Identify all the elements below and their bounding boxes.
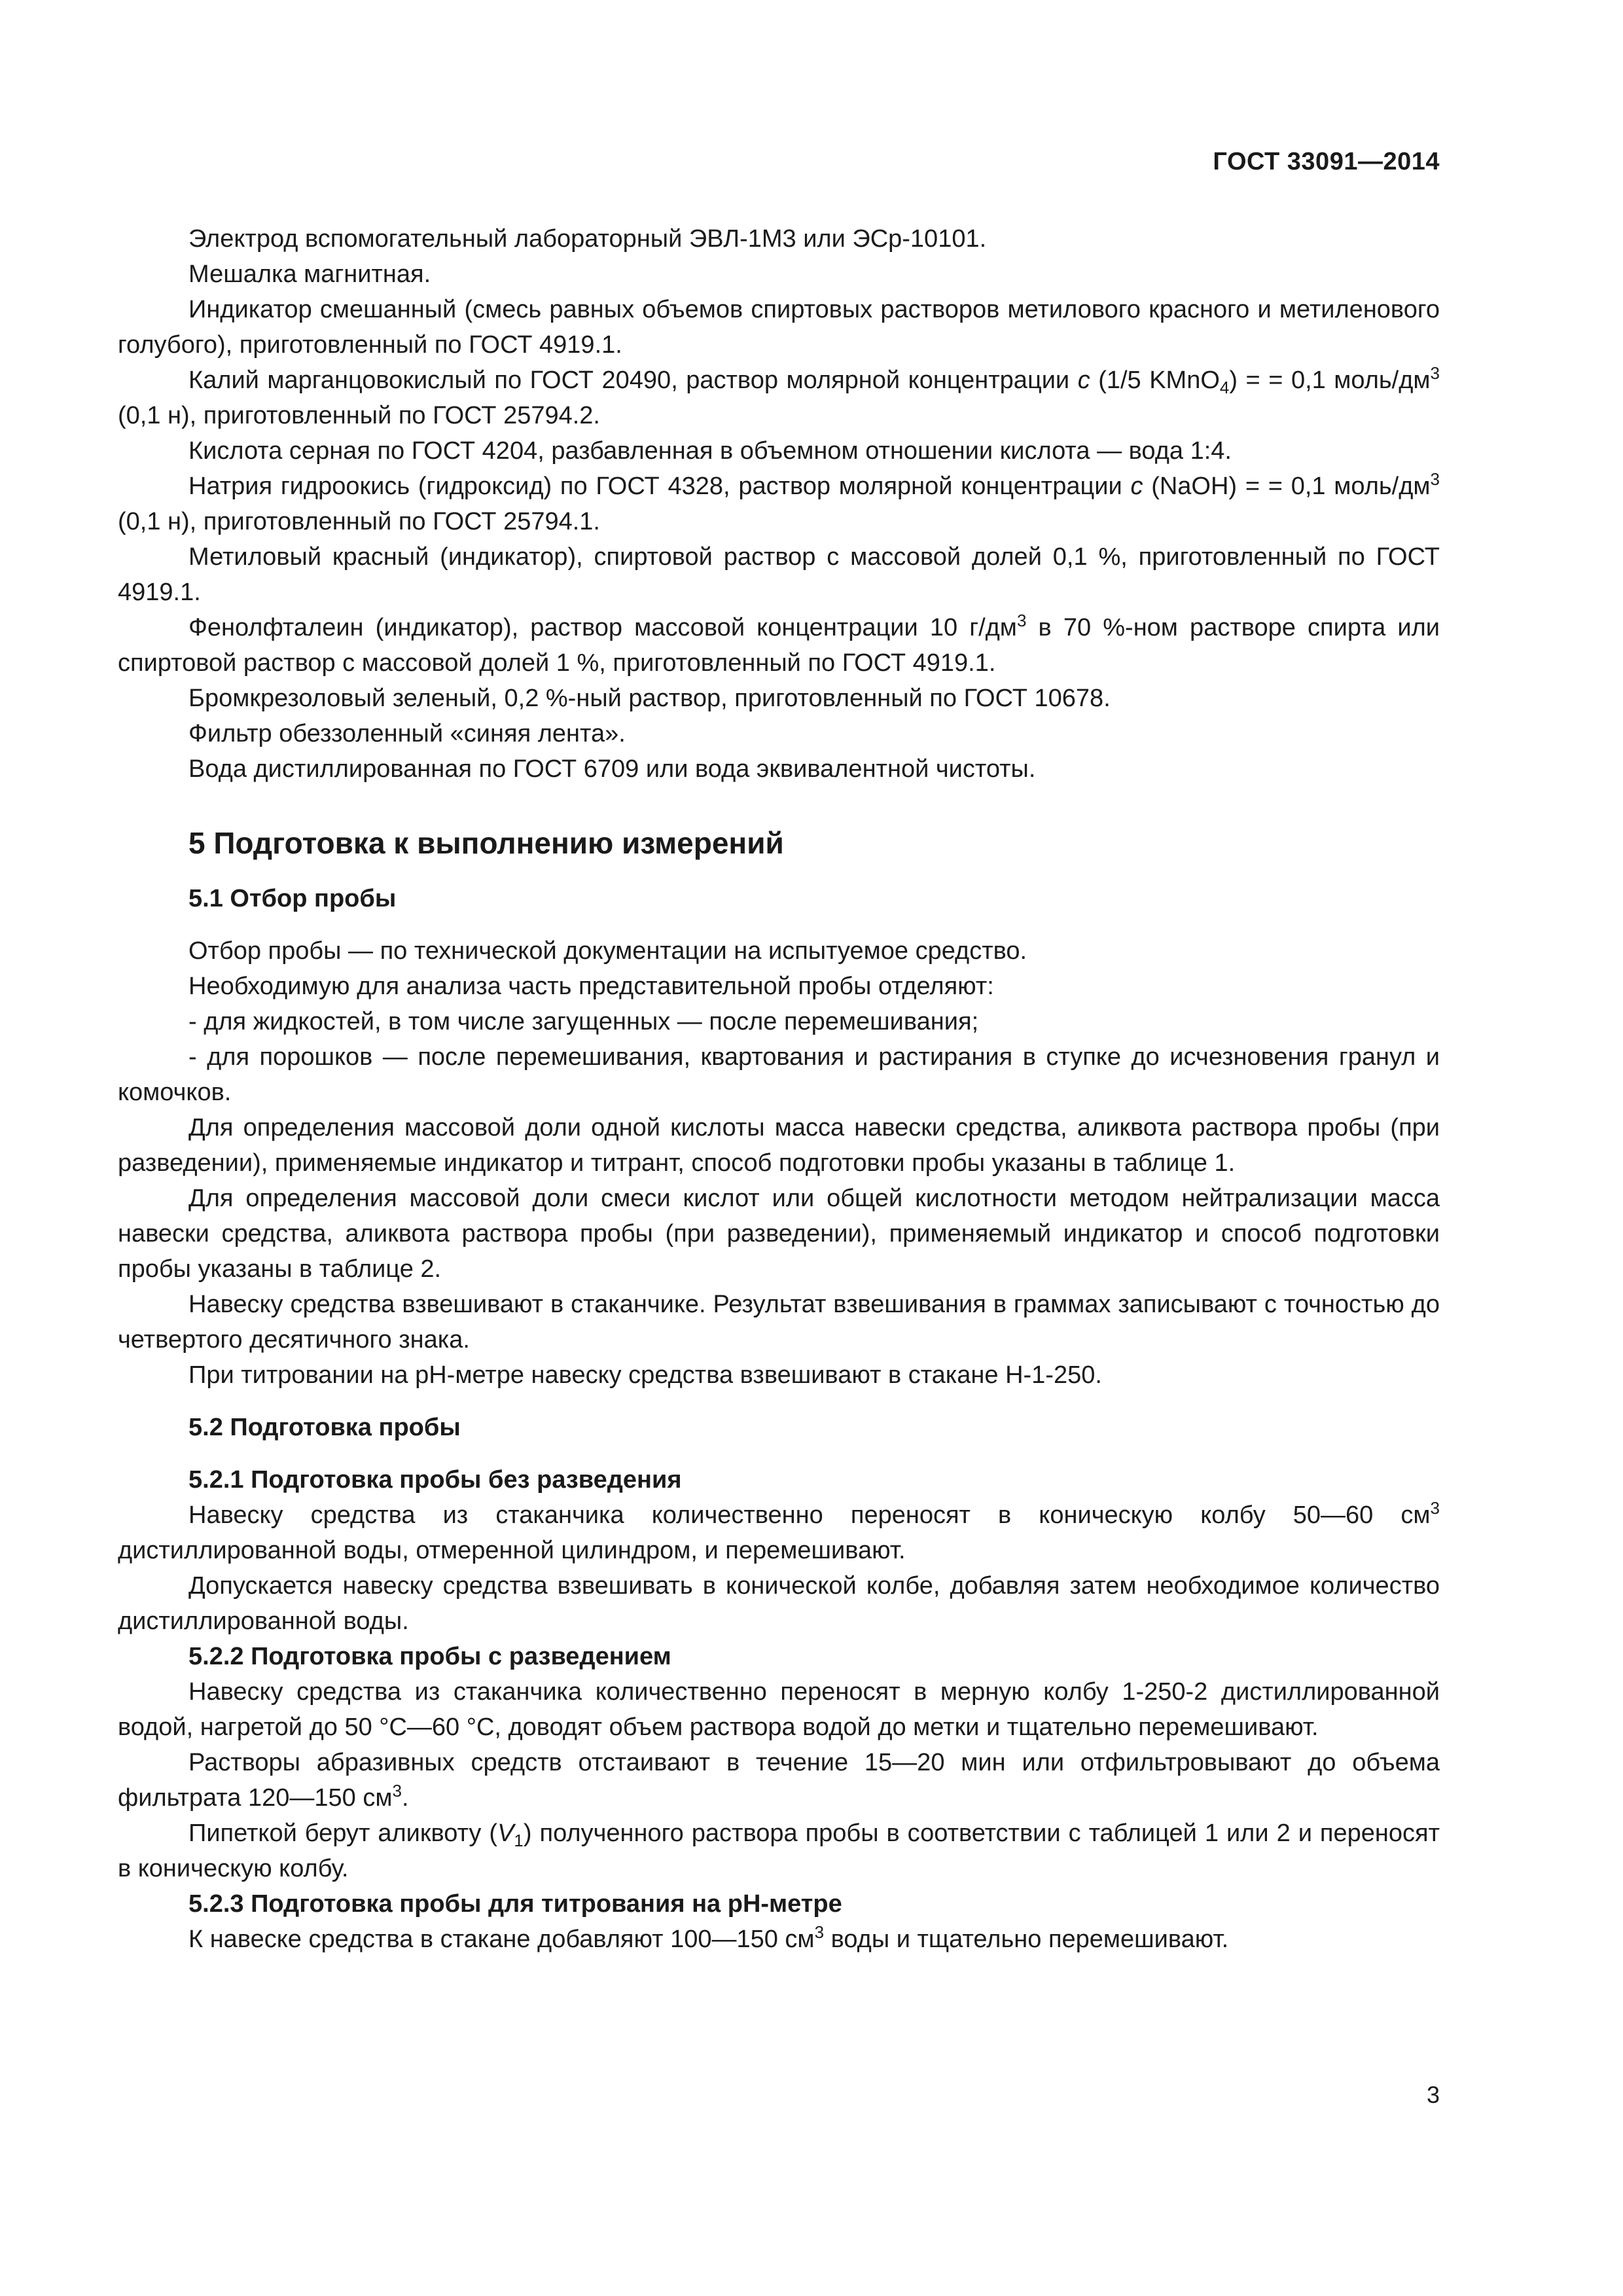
- text: (0,1 н), приготовленный по ГОСТ 25794.2.: [118, 402, 600, 429]
- text: ) полученного раствора пробы в соответствии с таблицей 1 или 2 и переносят в коническую колбу.: [118, 1820, 1440, 1882]
- document-body: [118, 221, 1440, 1957]
- paragraph-kmno4: [118, 363, 1440, 433]
- paragraph-electrode: Электрод вспомогательный лабораторный ЭВЛ-1М3 или ЭСр-10101.: [188, 225, 987, 253]
- paragraph-5-2-2-b: [118, 1745, 1440, 1816]
- text: Калий марганцовокислый по ГОСТ 20490, раствор молярной концентрации: [188, 367, 1078, 394]
- subscript: 1: [514, 1831, 524, 1850]
- paragraph-5-2-2-a: Навеску средства из стаканчика количественно переносят в мерную колбу 1-250-2 дистиллированной водой, нагретой до 50 °С—60 °С, доводят объем раствора водой до метки и тщательно перемешивают.: [118, 1678, 1440, 1741]
- paragraph-naoh: [118, 469, 1440, 539]
- section-5-2-2-heading: 5.2.2 Подготовка пробы с разведением: [188, 1643, 671, 1670]
- paragraph-bromocresol: Бромкрезоловый зеленый, 0,2 %-ный раствор, приготовленный по ГОСТ 10678.: [188, 685, 1111, 712]
- paragraph-mixed-indicator: Индикатор смешанный (смесь равных объемов спиртовых растворов метилового красного и метиленового голубого), приготовленный по ГОСТ 4919.1.: [118, 296, 1440, 359]
- text: К навеске средства в стакане добавляют 100—150 см: [188, 1926, 815, 1953]
- paragraph-5-2-1-b: Допускается навеску средства взвешивать в конической колбе, добавляя затем необходимое количество дистиллированной воды.: [118, 1572, 1440, 1635]
- paragraph-5-2-1-a: [118, 1498, 1440, 1568]
- superscript: 3: [1016, 611, 1027, 630]
- document-page: [118, 0, 1440, 2296]
- paragraph-5-1-a: Отбор пробы — по технической документации на испытуемое средство.: [188, 937, 1027, 965]
- page-number: 3: [1426, 2081, 1440, 2108]
- symbol-v: V: [497, 1820, 514, 1847]
- superscript: 3: [1430, 1498, 1440, 1518]
- text: (NaOH) = = 0,1 моль/дм: [1143, 473, 1431, 500]
- paragraph-methyl-red: Метиловый красный (индикатор), спиртовой раствор с массовой долей 0,1 %, приготовленный по ГОСТ 4919.1.: [118, 543, 1440, 606]
- paragraph-5-1-c: - для жидкостей, в том числе загущенных — после перемешивания;: [188, 1008, 979, 1035]
- text: дистиллированной воды, отмеренной цилиндром, и перемешивают.: [118, 1537, 906, 1564]
- paragraph-filter: Фильтр обеззоленный «синяя лента».: [188, 720, 626, 747]
- superscript: 3: [392, 1781, 402, 1801]
- symbol-c: с: [1130, 473, 1143, 500]
- section-5-1-heading: 5.1 Отбор пробы: [188, 885, 397, 912]
- paragraph-stirrer: Мешалка магнитная.: [188, 260, 431, 288]
- text: Пипеткой берут аликвоту (: [188, 1820, 498, 1847]
- section-5-2-1-heading: 5.2.1 Подготовка пробы без разведения: [188, 1466, 682, 1494]
- superscript: 3: [814, 1922, 825, 1942]
- section-5-heading: 5 Подготовка к выполнению измерений: [188, 826, 784, 860]
- text: Фенолфталеин (индикатор), раствор массовой концентрации 10 г/дм: [188, 614, 1017, 641]
- text: (0,1 н), приготовленный по ГОСТ 25794.1.: [118, 508, 600, 535]
- text: Растворы абразивных средств отстаивают в течение 15—20 мин или отфильтровывают до объема фильтрата 120—150 см: [118, 1749, 1440, 1812]
- paragraph-5-1-d: - для порошков — после перемешивания, квартования и растирания в ступке до исчезновения гранул и комочков.: [118, 1043, 1440, 1106]
- paragraph-phenolphthalein: [118, 610, 1440, 681]
- document-header: ГОСТ 33091—2014: [1213, 148, 1440, 175]
- section-5-2-heading: 5.2 Подготовка пробы: [188, 1414, 461, 1441]
- section-5-2-3-heading: 5.2.3 Подготовка пробы для титрования на pH-метре: [188, 1890, 842, 1918]
- text: в 70 %-ном растворе спирта или спиртовой раствор с массовой долей 1 %, приготовленный по ГОСТ 4919.1.: [118, 614, 1440, 677]
- paragraph-5-2-2-c: [118, 1816, 1440, 1886]
- paragraph-5-1-g: Навеску средства взвешивают в стаканчике. Результат взвешивания в граммах записывают с точностью до четвертого десятичного знака.: [118, 1291, 1440, 1354]
- paragraph-5-1-b: Необходимую для анализа часть представительной пробы отделяют:: [188, 973, 994, 1000]
- text: .: [401, 1784, 409, 1812]
- text: (1/5 KMnO: [1090, 367, 1220, 394]
- paragraph-5-1-f: Для определения массовой доли смеси кислот или общей кислотности методом нейтрализации масса навески средства, аликвота раствора пробы (при разведении), применяемый индикатор и способ подготовки пробы указаны в таблице 2.: [118, 1185, 1440, 1283]
- superscript: 3: [1430, 469, 1440, 489]
- paragraph-5-2-3-a: [118, 1922, 1440, 1957]
- paragraph-5-1-h: При титровании на pH-метре навеску средства взвешивают в стакане Н-1-250.: [188, 1361, 1102, 1389]
- symbol-c: с: [1077, 367, 1090, 394]
- text: воды и тщательно перемешивают.: [824, 1926, 1229, 1953]
- paragraph-5-1-e: Для определения массовой доли одной кислоты масса навески средства, аликвота раствора пробы (при разведении), применяемые индикатор и титрант, способ подготовки пробы указаны в таблице 1.: [118, 1114, 1440, 1177]
- text: Натрия гидроокись (гидроксид) по ГОСТ 4328, раствор молярной концентрации: [188, 473, 1131, 500]
- superscript: 3: [1430, 363, 1440, 383]
- text: Навеску средства из стаканчика количественно переносят в коническую колбу 50—60 см: [188, 1501, 1431, 1529]
- paragraph-water: Вода дистиллированная по ГОСТ 6709 или вода эквивалентной чистоты.: [188, 755, 1036, 783]
- subscript: 4: [1219, 378, 1230, 397]
- text: ) = = 0,1 моль/дм: [1229, 367, 1431, 394]
- paragraph-sulfuric-acid: Кислота серная по ГОСТ 4204, разбавленная в объемном отношении кислота — вода 1:4.: [188, 437, 1232, 465]
